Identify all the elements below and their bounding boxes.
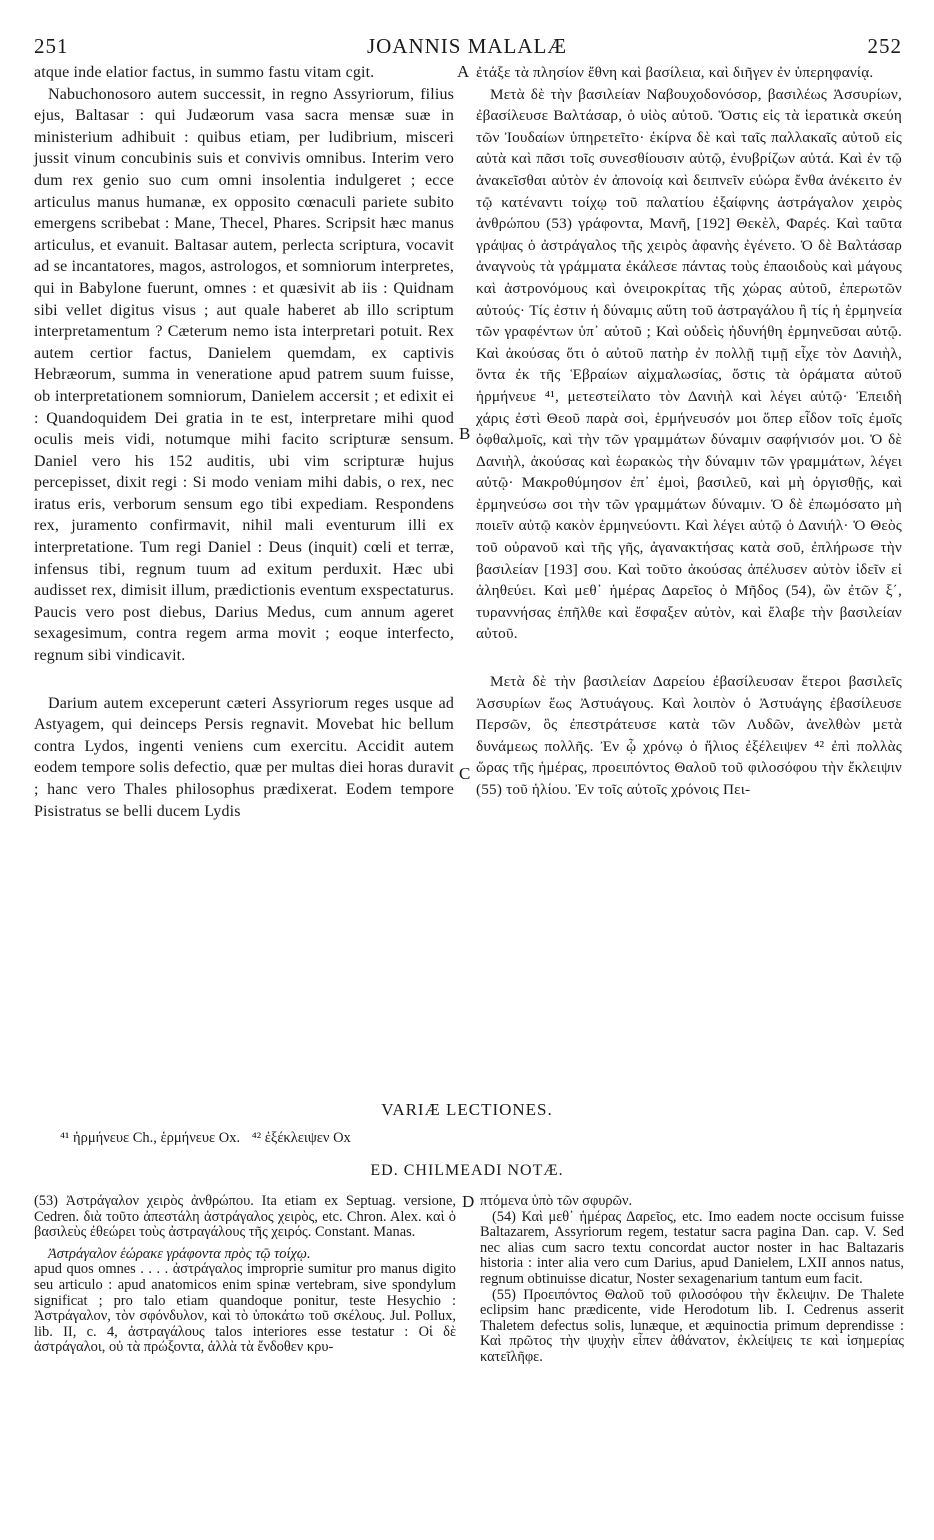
note-quotation: Ἀστράγαλον ἑώρακε γράφοντα πρὸς τῷ τοίχῳ. xyxy=(48,1245,311,1262)
variae-lectiones-heading: VARIÆ LECTIONES. xyxy=(381,1100,553,1119)
note-paragraph: apud quos omnes . . . . ἀστράγαλος improprie sumitur pro manus digito seu articulo : apud anatomicos enim spinæ vertebram, sive spondylum significat ; pro talo etiam quandoque ponitur, teste Hesychio : Ἀστράγαλον, τὸν σφόνδυλον, καὶ τὸ ὑποκάτω τοῦ σκέλους. Jul. Pollux, lib. II, c. 4, ἀστραγάλους talos interiores esse testatur : Οἱ δὲ ἀστράγαλοι, οὐ τὰ πρώξοντα, ἀλλὰ τὰ ἔνδοθεν κρυ- xyxy=(34,1261,456,1356)
latin-paragraph: Darium autem exceperunt cæteri Assyriorum reges usque ad Astyagem, qui deinceps Persis regnavit. Movebat hic bellum contra Lydos, ingenti veniens cum exercitu. Accidit autem eodem tempore solis defectio, quæ per multas diei horas duravit ; hanc vero Thales philosophus prædixerat. Eodem tempore Pisistratus se belli ducem Lydis xyxy=(34,694,454,820)
margin-marker-b: B xyxy=(459,424,471,443)
notes-heading: ED. CHILMEADI NOTÆ. xyxy=(370,1162,564,1179)
margin-marker-a: A xyxy=(457,62,470,81)
margin-marker-c: C xyxy=(459,764,471,783)
latin-column xyxy=(34,62,454,822)
notes-right-column xyxy=(480,1194,904,1366)
margin-marker-d: D xyxy=(462,1192,475,1211)
left-page-number: 251 xyxy=(34,34,69,58)
note-paragraph: (54) Καὶ μεθ᾽ ἡμέρας Δαρεῖος, etc. Imo eadem nocte occisum fuisse Baltazarem, Assyriorum regem, testatur sacra pagina Dan. cap. V. Sed nec alias cum sacro textu concordat auctor noster in hac Baltazaris historia : inter alia vero cum Darius, apud Danielem, LXII annos natus, regnum obtinuisse dicatur, Noster sexagenarium tantum eum facit. xyxy=(480,1208,904,1287)
greek-paragraph: Μετὰ δὲ τὴν βασιλείαν Ναβουχοδονόσορ, βασιλέως Ἀσσυρίων, ἐβασίλευσε Βαλτάσαρ, ὁ υἱὸς αὐτοῦ. Ὅστις εἰς τὰ ἱερατικὰ σκεύη τῶν Ἰουδαίων ὑπηρετεῖτο· ἐκίρνα δὲ καὶ ταῖς παλλακαῖς αὐτοῦ εἰς αὐτὰ καὶ πᾶσι τοῖς συνεσθίουσιν αὐτῷ, ἐνυβρίζων αὐτά. Καὶ ἐν τῷ ἀνακεῖσθαι αὐτὸν ἐν ἀπονοίᾳ καὶ δειπνεῖν εὐώρα ἔνθα ἀνέκειτο ἐν τῷ κατέναντι τοίχῳ τοῦ παλατίου ἐξαίφνης ἀστράγαλον χειρὸς ἀνθρώπου (53) γράφοντα, Μανῆ, [192] Θεκὲλ, Φαρές. Καὶ ταῦτα γράψας ὁ ἀστράγαλος τῆς χειρὸς ἀφανὴς ἐγένετο. Ὁ δὲ Βαλτάσαρ ἀναγνοὺς τὰ γράμματα ἐκάλεσε πάντας τοὺς ἐπαοιδοὺς καὶ μάγους καὶ ἀστρονόμους καὶ ὀνειροκρίτας τῆς χώρας αὐτοῦ, ἐπερωτῶν αὐτούς· Τίς ἐστιν ἡ δύναμις αὕτη τοῦ ἀστραγάλου ἢ τίς ἡ ἑρμηνεία τῶν γραφέντων ὑπ᾽ αὐτοῦ ; Καὶ οὐδεὶς ἠδυνήθη ἑρμηνεῦσαι αὐτῷ. Καὶ ἀκούσας ὅτι ὁ αὐτοῦ πατὴρ ἐν πολλῇ τιμῇ εἶχε τὸν Δανιὴλ, ὄντα ἐκ τῆς Ἑβραίων αἰχμαλωσίας, ὅστις τὰ ὁράματα αὐτοῦ ἡρμήνευε ⁴¹, μετεστείλατο τὸν Δανιὴλ καὶ λέγει αὐτῷ· Ἐπειδὴ χάρις ἐστὶ Θεοῦ παρὰ σοὶ, ἑρμήνευσόν μοι ὅπερ εἶδον τοῖς ἐμοῖς ὀφθαλμοῖς, καὶ τὴν τῶν γραμμάτων δύναμιν σαφήνισόν μοι. Ὁ δὲ Δανιὴλ, ἀκούσας καὶ ἑωρακὼς τὴν δύναμιν τῶν γραμμάτων, λέγει αὐτῷ· Μακροθύμησον ἐπ᾽ ἐμοὶ, βασιλεῦ, καὶ μὴ ὀργισθῇς, καὶ ἑρμηνεύσω σοι τὴν τῶν γραμμάτων δύναμιν. Ὁ δὲ ἐπωμόσατο μὴ ποιεῖν αὐτῷ κακὸν ἑρμηνεύοντι. Καὶ λέγει αὐτῷ ὁ Δανιήλ· Ὁ Θεὸς τοῦ οὐρανοῦ καὶ τῆς γῆς, ἀγανακτήσας κατὰ σοῦ, ἐπλήρωσε τὴν βασιλείαν [193] σου. Καὶ τοῦτο ἀκούσας ἀπέλυσεν αὐτὸν ἰδεῖν εἰ ἀληθεύει. Καὶ μεθ᾽ ἡμέρας Δαρεῖος ὁ Μῆδος (54), ὢν ἐτῶν ξ΄, τυραννήσας ἐπῆλθε καὶ ἔσφαξεν αὐτὸν, καὶ ἔλαβε τὴν βασιλείαν αὐτοῦ. xyxy=(476,85,902,643)
greek-paragraph: Μετὰ δὲ τὴν βασιλείαν Δαρείου ἐβασίλευσαν ἕτεροι βασιλεῖς Ἀσσυρίων ἕως Ἀστυάγους. Καὶ λοιπὸν ὁ Ἀστυάγης ἐβασίλευσε Περσῶν, ὃς ἐπεστράτευσε κατὰ τῶν Λυδῶν, ἀνελθὼν μετὰ δυνάμεως πολλῆς. Ἐν ᾧ χρόνῳ ὁ ἥλιος ἐξέλειψεν ⁴² ἐπὶ πολλὰς ὥρας τῆς ἡμέρας, προειπόντος Θαλοῦ τοῦ φιλοσόφου τὴν ἔκλειψιν (55) τοῦ ἡλίου. Ἐν τοῖς αὐτοῖς χρόνοις Πει- xyxy=(476,673,902,798)
greek-paragraph: ἐτάξε τὰ πλησίον ἔθνη καὶ βασίλεια, καὶ διῆγεν ἐν ὑπερηφανίᾳ. xyxy=(476,64,874,81)
note-paragraph: (55) Προειπόντος Θαλοῦ τοῦ φιλοσόφου τὴν ἔκλειψιν. De Thalete eclipsim hanc prædicente, vide Herodotum lib. I. Cedrenus asserit Thaletem defectus solis, lunæque, et æquinoctia primum deprendisse : Καὶ πρῶτος τὴν ψυχὴν εἶπεν ἀθάνατον, ἐκλείψεις τε καὶ ἰσημερίας κατεῖλῆφε. xyxy=(480,1286,904,1365)
variae-lectiones xyxy=(60,1130,359,1147)
greek-column xyxy=(476,62,902,801)
variant-reading: ⁴² ἐξέκλειψεν Ox xyxy=(251,1130,351,1146)
running-title: JOANNIS MALALÆ xyxy=(366,34,568,58)
variant-reading: ⁴¹ ἡρμήνευε Ch., ἑρμήνευε Ox. xyxy=(60,1130,241,1146)
notes-left-column xyxy=(34,1194,456,1356)
latin-paragraph: Nabuchonosoro autem successit, in regno Assyriorum, filius ejus, Baltasar : qui Judæorum vasa sacra mensæ suæ in ministerium adhibuit : quibus etiam, per ludibrium, misceri jussit vinum concubinis suis et convivis omnibus. Interim vero dum rex genio suo cum omni insolentia indulgeret ; ecce articulus manus humanæ, ex opposito cœnaculi pariete subito emergens scribebat : Mane, Thecel, Phares. Scripsit hæc manus articulus, et evanuit. Baltasar autem, perlecta scriptura, vocavit ad se incantatores, magos, astrologos, et somniorum interpretes, qui in Babylone fuerunt, omnes : et quæsivit ab iis : Quidnam sibi vellet digitus visus ; aut quale haberet ab illo scriptum interpretamentum ? Cæterum nemo ista interpretari potuit. Rex autem certior factus, Danielem quemdam, ex captivis Hebræorum, summa in veneratione apud patrem suum fuisse, ob interpretationem somniorum, Danielem accersit ; et edixit ei : Quandoquidem Dei gratia in te est, interpretare mihi quod oculis meis vidi, notumque mihi facito scripturæ sensum. Daniel vero his 152 auditis, ubi vim scripturæ hujus percepisset, dixit regi : Si modo veniam mihi dabis, o rex, nec iratus eris, verborum sensum ego tibi expediam. Respondens rex, juramento confirmavit, nihil mali eventurum illi ex interpretatione. Tum regi Daniel : Deus (inquit) cœli et terræ, infensus tibi, regnum tuum ad exitum perduxit. Hæc ubi audisset rex, dimisit illum, prædictionis eventum exspectaturus. Paucis vero post diebus, Darius Medus, cum annum ageret sexagesimum, contra regem arma movit ; eoque interfecto, regnum sibi vindicavit. xyxy=(34,85,454,665)
right-page-number: 252 xyxy=(867,34,902,58)
note-paragraph: (53) Ἀστράγαλον χειρὸς ἀνθρώπου. Ita etiam ex Septuag. versione, Cedren. διὰ τοῦτο ἀπεστάλη ἀστράγαλος χειρὸς, etc. Chron. Alex. καὶ ὁ βασιλεὺς ἐθεώρει τοὺς ἀστραγάλους τῆς χειρός. Constant. Manas. xyxy=(34,1193,456,1241)
latin-paragraph: atque inde elatior factus, in summo fastu vitam cgit. xyxy=(34,64,375,81)
note-paragraph: πτόμενα ὑπὸ τῶν σφυρῶν. xyxy=(480,1193,633,1209)
